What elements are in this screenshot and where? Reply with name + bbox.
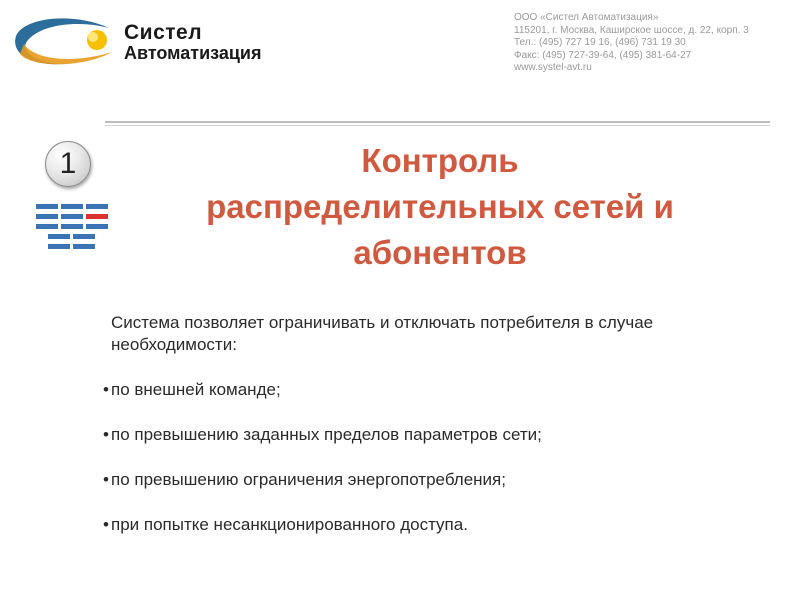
title-line: распределительных сетей и bbox=[206, 188, 674, 225]
slide-title bbox=[130, 138, 750, 276]
feature-list bbox=[103, 379, 542, 559]
list-item bbox=[103, 424, 542, 446]
list-item-text: по превышению ограничения энергопотребления; bbox=[111, 470, 506, 489]
contact-fax: Факс: (495) 727-39-64, (495) 381-64-27 bbox=[514, 49, 692, 61]
bullet-icon: • bbox=[103, 425, 109, 444]
list-item bbox=[103, 514, 542, 536]
company-logo bbox=[14, 14, 294, 74]
sun-swoosh-logo-icon bbox=[14, 14, 124, 74]
title-line: Контроль bbox=[361, 142, 519, 179]
header-divider bbox=[105, 121, 770, 127]
network-grid-icon bbox=[36, 204, 108, 250]
list-item bbox=[103, 469, 542, 491]
list-item-text: по внешней команде; bbox=[111, 380, 281, 399]
contact-address: 115201, г. Москва, Каширское шоссе, д. 22, корп. 3 bbox=[514, 24, 749, 36]
list-item bbox=[103, 379, 542, 401]
list-item-text: при попытке несанкционированного доступа. bbox=[111, 515, 468, 534]
list-item-text: по превышению заданных пределов параметров сети; bbox=[111, 425, 542, 444]
step-number-badge: 1 bbox=[45, 141, 91, 187]
brand-subtitle: Автоматизация bbox=[124, 43, 262, 63]
bullet-icon: • bbox=[103, 470, 109, 489]
company-contacts bbox=[514, 12, 749, 75]
contact-company: ООО «Систел Автоматизация» bbox=[514, 12, 659, 23]
intro-text: Система позволяет ограничивать и отключать потребителя в случае необходимости: bbox=[111, 313, 654, 354]
contact-website: www.systel-avt.ru bbox=[514, 62, 592, 73]
title-line: абонентов bbox=[353, 234, 527, 271]
bullet-icon: • bbox=[103, 380, 109, 399]
contact-phone: Тел.: (495) 727 19 16, (496) 731 19 30 bbox=[514, 37, 686, 48]
bullet-icon: • bbox=[103, 515, 109, 534]
brand-name: Систел bbox=[124, 21, 203, 44]
